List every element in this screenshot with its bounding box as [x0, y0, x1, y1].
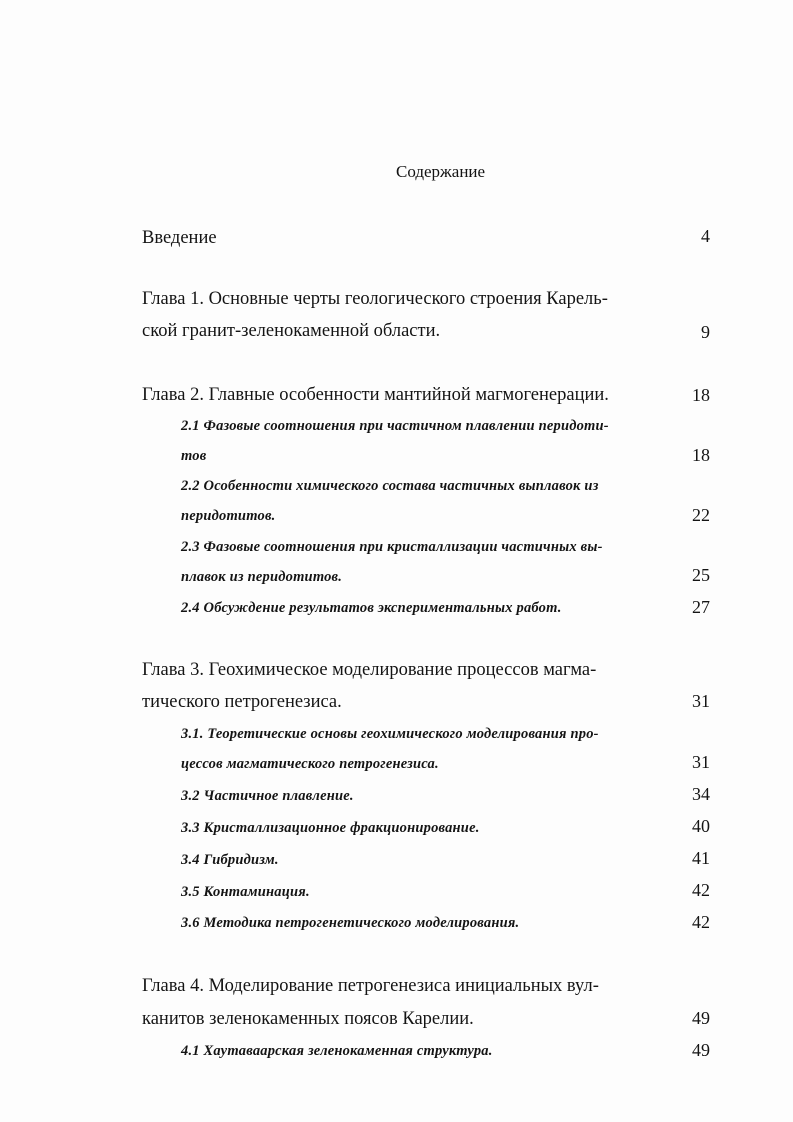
- toc-chapter-4-line-1: Глава 4. Моделирование петрогенезиса инициальных вул-: [142, 976, 599, 996]
- toc-section-3-6-line-1: 3.6 Методика петрогенетического моделирования.: [181, 915, 520, 931]
- toc-section-2-3-line-1: 2.3 Фазовые соотношения при кристаллизации частичных вы-: [181, 539, 603, 555]
- toc-section-4-1-line-1: 4.1 Хаутаваарская зеленокаменная структура.: [181, 1043, 493, 1059]
- toc-chapter-1-line-2: ской гранит-зеленокаменной области.: [142, 321, 441, 341]
- toc-section-2-1-line-1: 2.1 Фазовые соотношения при частичном плавлении перидоти-: [181, 418, 609, 434]
- toc-section-3-1-line-1: 3.1. Теоретические основы геохимического моделирования про-: [181, 726, 599, 742]
- toc-chapter-1-line-1: Глава 1. Основные черты геологического строения Карель-: [142, 289, 608, 309]
- toc-chapter-3-page: 31: [692, 691, 710, 711]
- toc-intro-label: Введение: [142, 228, 217, 248]
- toc-chapter-4-page: 49: [692, 1008, 710, 1028]
- toc-section-2-2-page: 22: [692, 505, 710, 525]
- toc-section-4-1-page: 49: [692, 1040, 710, 1060]
- page-title: Содержание: [396, 162, 486, 181]
- toc-chapter-4-line-2: канитов зеленокаменных поясов Карелии.: [142, 1009, 474, 1029]
- toc-section-3-2-page: 34: [692, 784, 710, 804]
- toc-section-3-5-page: 42: [692, 880, 710, 900]
- toc-section-3-3-line-1: 3.3 Кристаллизационное фракционирование.: [181, 820, 480, 836]
- toc-section-3-6-page: 42: [692, 912, 710, 932]
- toc-chapter-1-page: 9: [701, 322, 710, 342]
- toc-section-2-1-page: 18: [692, 445, 710, 465]
- toc-intro-page: 4: [701, 226, 710, 246]
- toc-section-2-2-line-2: перидотитов.: [181, 508, 276, 524]
- toc-section-2-1-line-2: тов: [181, 448, 207, 464]
- toc-chapter-2-line-1: Глава 2. Главные особенности мантийной магмогенерации.: [142, 385, 609, 405]
- toc-section-3-4-line-1: 3.4 Гибридизм.: [181, 852, 279, 868]
- toc-section-3-4-page: 41: [692, 848, 710, 868]
- toc-section-3-3-page: 40: [692, 816, 710, 836]
- toc-section-3-2-line-1: 3.2 Частичное плавление.: [181, 788, 354, 804]
- toc-section-2-3-line-2: плавок из перидотитов.: [181, 569, 343, 585]
- toc-section-2-4-line-1: 2.4 Обсуждение результатов экспериментальных работ.: [181, 600, 562, 616]
- toc-chapter-2-page: 18: [692, 385, 710, 405]
- toc-section-2-4-page: 27: [692, 597, 710, 617]
- toc-section-2-3-page: 25: [692, 565, 710, 585]
- toc-chapter-3-line-1: Глава 3. Геохимическое моделирование процессов магма-: [142, 660, 597, 680]
- toc-chapter-3-line-2: тического петрогенезиса.: [142, 692, 342, 712]
- toc-section-3-1-line-2: цессов магматического петрогенезиса.: [181, 756, 439, 772]
- toc-section-3-1-page: 31: [692, 752, 710, 772]
- toc-section-3-5-line-1: 3.5 Контаминация.: [181, 884, 310, 900]
- toc-section-2-2-line-1: 2.2 Особенности химического состава частичных выплавок из: [181, 478, 599, 494]
